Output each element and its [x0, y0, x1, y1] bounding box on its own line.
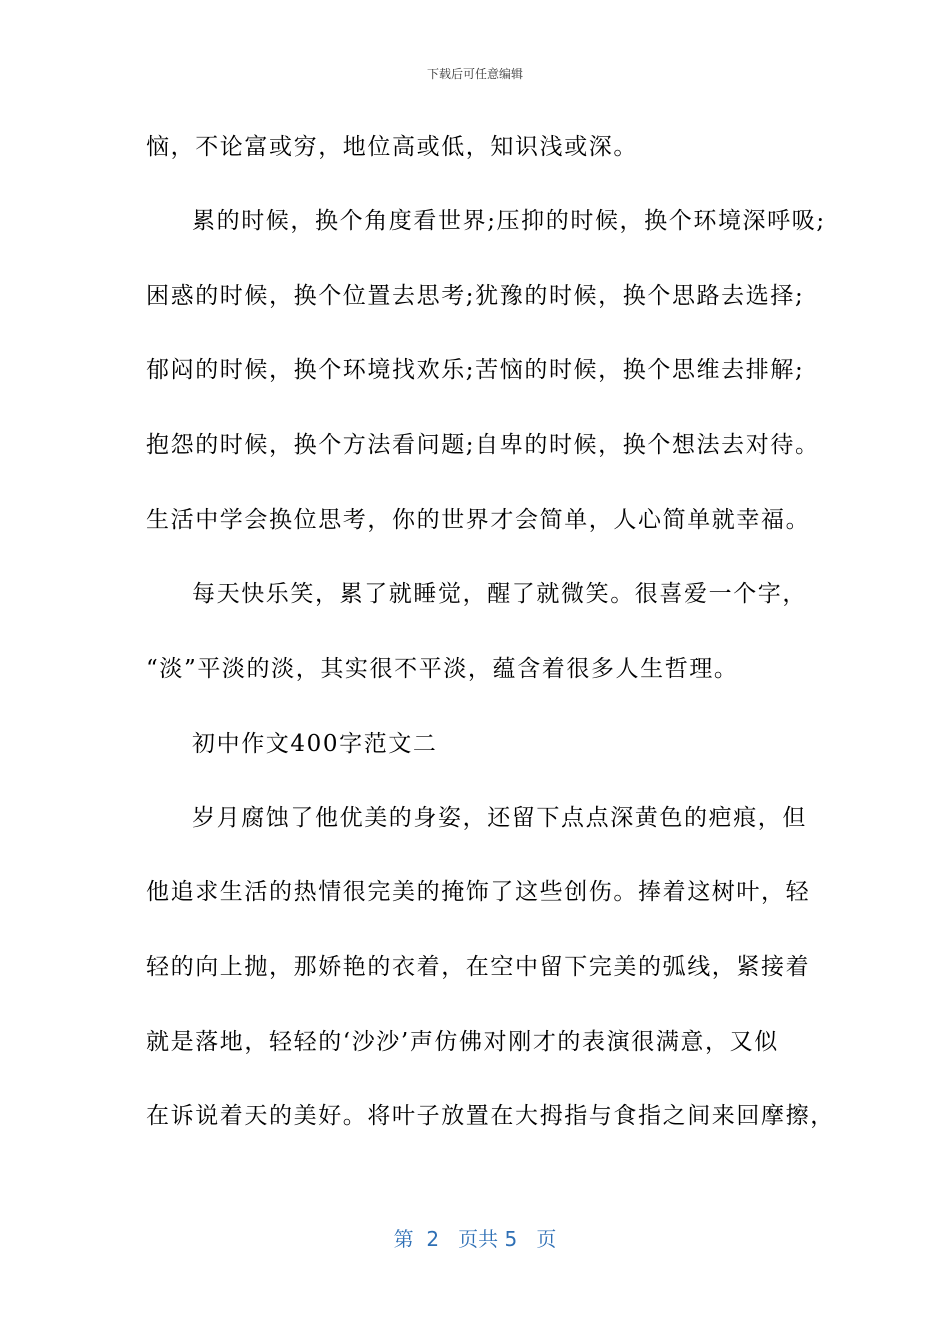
text-line: 恼，不论富或穷，地位高或低，知识浅或深。 — [146, 134, 638, 160]
page-footer: 第 2 页共 5 页 — [393, 1227, 557, 1251]
text-line: “淡”平淡的淡，其实很不平淡，蕴含着很多人生哲理。 — [146, 656, 739, 682]
text-line: 轻的向上抛，那娇艳的衣着，在空中留下完美的弧线，紧接着 — [146, 954, 811, 980]
section-heading: 初中作文400字范文二 — [192, 731, 438, 757]
text-line: 每天快乐笑，累了就睡觉，醒了就微笑。很喜爱一个字， — [192, 581, 807, 607]
page-header: 下载后可任意编辑 — [426, 67, 523, 81]
text-line: 就是落地，轻轻的‘沙沙’声仿佛对刚才的表演很满意，又似 — [146, 1029, 779, 1055]
text-line: 抱怨的时候，换个方法看问题;自卑的时候，换个想法去对待。 — [146, 432, 820, 458]
text-line: 郁闷的时候，换个环境找欢乐;苦恼的时候，换个思维去排解; — [146, 357, 805, 383]
text-line: 生活中学会换位思考，你的世界才会简单，人心简单就幸福。 — [146, 507, 811, 533]
text-line: 困惑的时候，换个位置去思考;犹豫的时候，换个思路去选择; — [146, 283, 805, 309]
text-line: 累的时候，换个角度看世界;压抑的时候，换个环境深呼吸; — [192, 208, 826, 234]
text-line: 岁月腐蚀了他优美的身姿，还留下点点深黄色的疤痕，但 — [192, 805, 807, 831]
text-line: 他追求生活的热情很完美的掩饰了这些创伤。捧着这树叶，轻 — [146, 879, 811, 905]
text-line: 在诉说着天的美好。将叶子放置在大拇指与食指之间来回摩擦， — [146, 1103, 835, 1129]
